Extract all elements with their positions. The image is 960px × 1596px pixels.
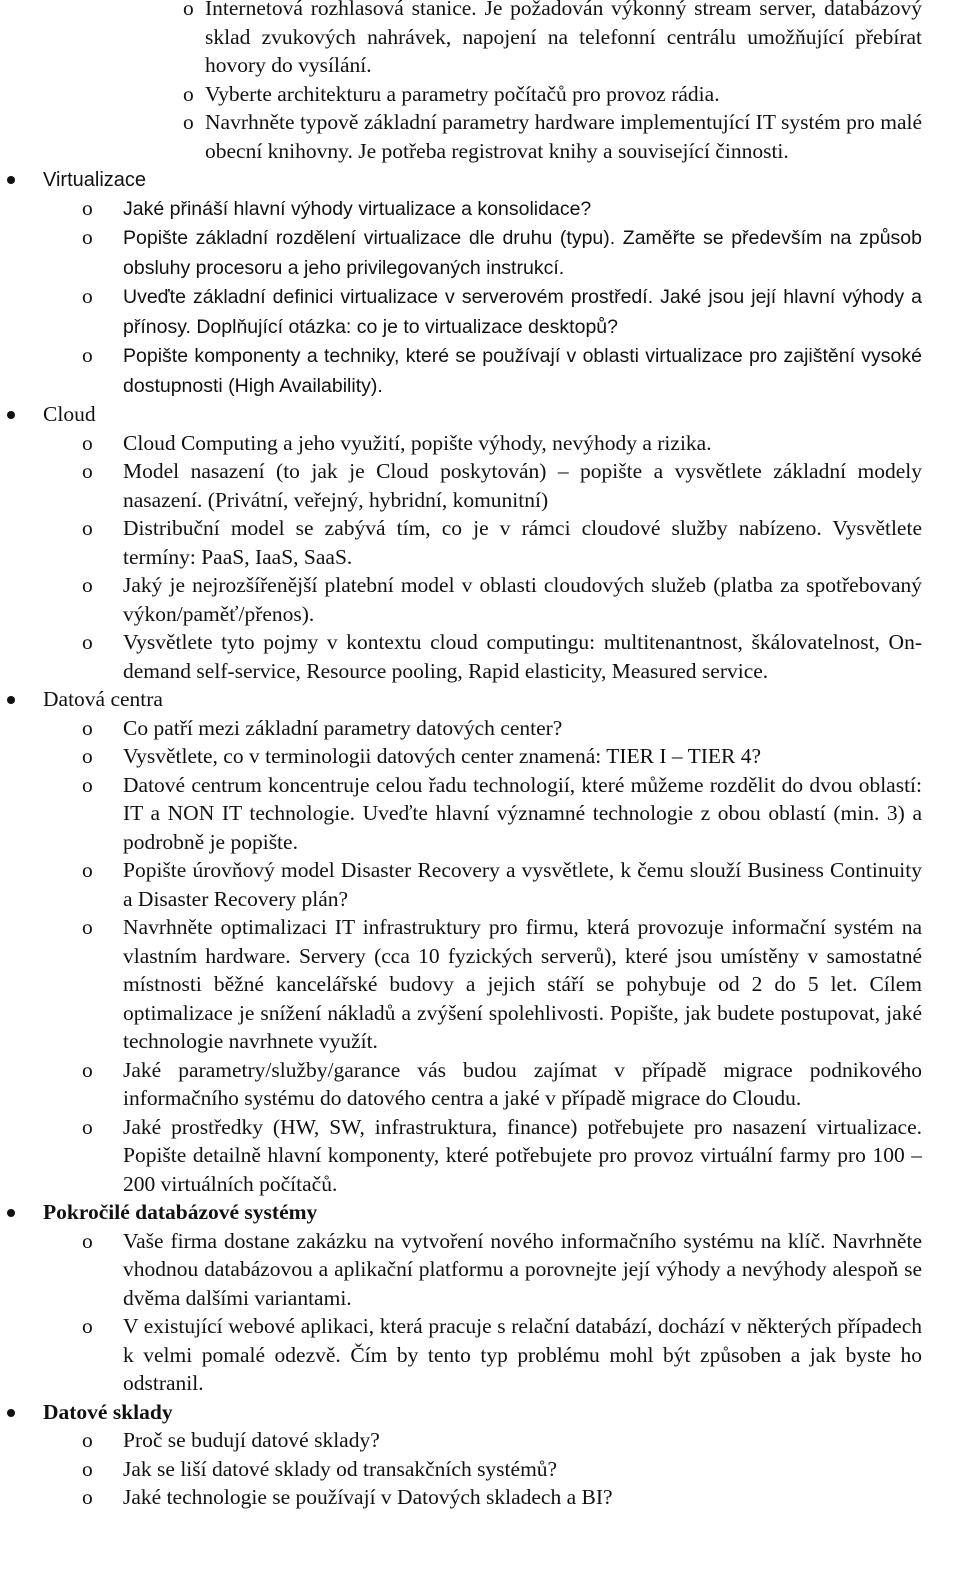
- section-heading: Pokročilé databázové systémy: [43, 1200, 318, 1224]
- list-item: [0, 771, 944, 857]
- circle-bullet-icon: o: [82, 1456, 93, 1481]
- circle-bullet-icon: o: [82, 1228, 93, 1253]
- list-item-text: Vysvětlete, co v terminologii datových center znamená: TIER I – TIER 4?: [123, 744, 762, 768]
- circle-bullet-icon: o: [82, 225, 93, 249]
- circle-bullet-icon: o: [82, 715, 93, 740]
- list-item-text: Cloud Computing a jeho využití, popište výhody, nevýhody a rizika.: [123, 430, 712, 455]
- list-item-text: Distribuční model se zabývá tím, co je v rámci cloudové služby nabízeno. Vysvětlete termíny: PaaS, IaaS, SaaS.: [123, 516, 922, 569]
- section-pokrocile-databazove-systemy: [0, 1198, 944, 1398]
- list-item-text: Popište komponenty a techniky, které se používají v oblasti virtualizace pro zajištění vysoké dostupnosti (High Availability).: [123, 345, 922, 397]
- bullet-dot-icon: [7, 176, 15, 184]
- list-item-text: Datové centrum koncentruje celou řadu technologií, které můžeme rozdělit do dvou oblastí: IT a NON IT technologie. Uveďte hlavní významné technologie z obou oblastí (min. 3) a podrobně je popište.: [123, 772, 922, 854]
- circle-bullet-icon: o: [82, 516, 93, 540]
- list-item-text: Jaké přináší hlavní výhody virtualizace a konsolidace?: [123, 197, 592, 220]
- list-item-text: Uveďte základní definici virtualizace v serverovém prostředí. Jaké jsou její hlavní výhody a přínosy. Doplňující otázka: co je to virtualizace desktopů?: [123, 286, 922, 338]
- list-item: [0, 457, 944, 514]
- circle-bullet-icon: o: [82, 343, 93, 367]
- list-item-text: Model nasazení (to jak je Cloud poskytován) – popište a vysvětlete základní modely nasazení. (Privátní, veřejný, hybridní, komunitní): [123, 459, 922, 512]
- circle-bullet-icon: o: [82, 573, 93, 597]
- section-heading-row: [0, 1398, 944, 1427]
- section-heading-row: [0, 685, 944, 714]
- list-item: [0, 1113, 944, 1199]
- bullet-dot-icon: [7, 1409, 15, 1417]
- list-item: [0, 108, 944, 165]
- list-item: [0, 1426, 944, 1455]
- circle-bullet-icon: o: [82, 1114, 93, 1139]
- section-heading-row: [0, 1198, 944, 1227]
- list-item: [0, 80, 944, 109]
- section-datove-sklady: [0, 1398, 944, 1512]
- circle-bullet-icon: o: [82, 284, 93, 308]
- list-item: [0, 0, 944, 80]
- list-item-text: V existující webové aplikaci, která pracuje s relační databází, dochází v některých případech k velmi pomalé odezvě. Čím by tento typ problému mohl být způsoben a jak byste ho odstranil.: [123, 1314, 922, 1395]
- list-item-text: Jaké prostředky (HW, SW, infrastruktura, finance) potřebujete pro nasazení virtualizace. Popište detailně hlavní komponenty, které potřebujete pro provoz virtuální farmy pro 100 – 200 virtuálních počítačů.: [123, 1114, 922, 1196]
- list-item: [0, 856, 944, 913]
- list-item-text: Navrhněte optimalizaci IT infrastruktury pro firmu, která provozuje informační systém na vlastním hardware. Servery (cca 10 fyzických serverů), které jsou umístěny v samostatné místnosti běžné kancelářské budovy a jejich stáří se pohybuje od 2 do 5 let. Cílem optimalizace je snížení nákladů a zvýšení spolehlivosti. Popište, jak budete postupovat, jaké technologie navrhnete využít.: [123, 915, 922, 1053]
- list-item: [0, 223, 944, 282]
- circle-bullet-icon: o: [82, 195, 93, 220]
- list-item: [0, 341, 944, 400]
- list-item-text: Co patří mezi základní parametry datových center?: [123, 715, 563, 740]
- section-heading-row: [0, 165, 944, 194]
- list-item-text: Vyberte architekturu a parametry počítačů pro provoz rádia.: [205, 81, 720, 106]
- list-item: [0, 628, 944, 685]
- list-item-text: Popište úrovňový model Disaster Recovery a vysvětlete, k čemu slouží Business Continuity a Disaster Recovery plán?: [123, 858, 922, 911]
- list-item: [0, 514, 944, 571]
- list-item: [0, 1056, 944, 1113]
- list-item-text: Jaký je nejrozšířenější platební model v oblasti cloudových služeb (platba za spotřebovaný výkon/paměť/přenos).: [123, 573, 922, 626]
- list-item-text: Vysvětlete tyto pojmy v kontextu cloud computingu: multitenantnost, škálovatelnost, On-demand self-service, Resource pooling, Rapid elasticity, Measured service.: [123, 630, 922, 683]
- circle-bullet-icon: o: [82, 744, 93, 768]
- circle-bullet-icon: o: [82, 1428, 93, 1452]
- list-item: [0, 571, 944, 628]
- bullet-dot-icon: [7, 696, 15, 704]
- list-bullet: o: [183, 110, 194, 134]
- section-virtualizace: [0, 165, 944, 400]
- list-item-text: Jaké parametry/služby/garance vás budou zajímat v případě migrace podnikového informačního systému do datového centra a jaké v případě migrace do Cloudu.: [123, 1057, 922, 1110]
- section-heading: Datová centra: [43, 687, 163, 711]
- section-datova-centra: [0, 685, 944, 1198]
- circle-bullet-icon: o: [82, 630, 93, 654]
- list-item: [0, 1455, 944, 1484]
- list-bullet: o: [183, 81, 194, 106]
- bullet-dot-icon: [7, 411, 15, 419]
- continuation-list: [0, 0, 944, 165]
- circle-bullet-icon: o: [82, 1485, 93, 1509]
- list-item-text: Proč se budují datové sklady?: [123, 1428, 380, 1452]
- list-item: [0, 282, 944, 341]
- circle-bullet-icon: o: [82, 430, 93, 455]
- section-heading: Cloud: [43, 402, 96, 426]
- section-cloud: [0, 400, 944, 685]
- list-item-text: Internetová rozhlasová stanice. Je požadován výkonný stream server, databázový sklad zvukových nahrávek, napojení na telefonní centrálu umožňující přebírat hovory do vysílání.: [205, 0, 922, 77]
- list-item: [0, 1312, 944, 1398]
- section-heading: Datové sklady: [43, 1399, 173, 1424]
- section-heading: Virtualizace: [43, 169, 147, 191]
- list-item: [0, 194, 944, 224]
- list-item: [0, 913, 944, 1056]
- list-item-text: Navrhněte typově základní parametry hardware implementující IT systém pro malé obecní knihovny. Je potřeba registrovat knihy a související činnosti.: [205, 110, 922, 163]
- circle-bullet-icon: o: [82, 858, 93, 882]
- circle-bullet-icon: o: [82, 772, 93, 797]
- circle-bullet-icon: o: [82, 1314, 93, 1338]
- list-item-text: Vaše firma dostane zakázku na vytvoření nového informačního systému na klíč. Navrhněte vhodnou databázovou a aplikační platformu a porovnejte její výhody a nevýhody alespoň se dvěma dalšími variantami.: [123, 1228, 922, 1310]
- list-item: [0, 714, 944, 743]
- list-item: [0, 1227, 944, 1313]
- circle-bullet-icon: o: [82, 915, 93, 939]
- list-item: [0, 742, 944, 771]
- list-bullet: o: [183, 0, 194, 20]
- circle-bullet-icon: o: [82, 459, 93, 483]
- list-item: [0, 1483, 944, 1512]
- circle-bullet-icon: o: [82, 1057, 93, 1082]
- section-heading-row: [0, 400, 944, 429]
- list-item-text: Jak se liší datové sklady od transakčních systémů?: [123, 1456, 558, 1481]
- list-item-text: Jaké technologie se používají v Datových skladech a BI?: [123, 1485, 613, 1509]
- bullet-dot-icon: [7, 1209, 15, 1217]
- list-item-text: Popište základní rozdělení virtualizace dle druhu (typu). Zaměřte se především na způsob obsluhy procesoru a jeho privilegovaných instrukcí.: [123, 227, 922, 279]
- list-item: [0, 429, 944, 458]
